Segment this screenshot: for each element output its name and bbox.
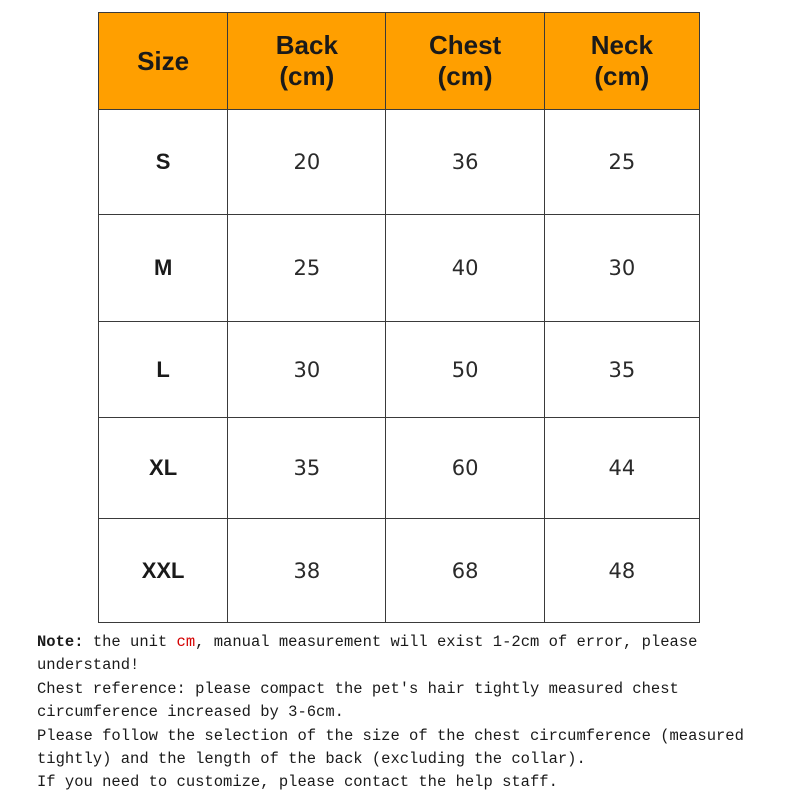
header-size-label: Size xyxy=(137,45,190,76)
back-cell: 30 xyxy=(228,322,386,418)
neck-cell: 35 xyxy=(544,322,699,418)
header-chest-label: Chest xyxy=(428,30,502,60)
table-row xyxy=(99,110,700,215)
follow-selection-text: Please follow the selection of the size of the chest circumference (measured tightly) and the length of the back (excluding the collar). xyxy=(37,726,744,769)
header-neck-label: Neck xyxy=(590,30,653,60)
table-row xyxy=(99,215,700,322)
note-paragraph xyxy=(37,631,792,678)
neck-cell: 25 xyxy=(544,110,699,215)
table-row xyxy=(99,519,700,623)
customize-text: If you need to customize, please contact the help staff. xyxy=(37,773,558,792)
neck-cell: 48 xyxy=(544,519,699,623)
header-chest xyxy=(386,13,544,110)
header-size xyxy=(99,13,228,110)
size-cell: XL xyxy=(99,418,228,519)
size-chart-table xyxy=(98,12,700,623)
note-text-pre: the unit xyxy=(83,633,177,651)
table-row xyxy=(99,322,700,418)
chest-cell: 36 xyxy=(386,110,544,215)
note-label: Note: xyxy=(37,633,84,651)
size-cell: S xyxy=(99,110,228,215)
chest-cell: 60 xyxy=(386,418,544,519)
back-cell: 20 xyxy=(228,110,386,215)
neck-cell: 30 xyxy=(544,215,699,322)
back-cell: 35 xyxy=(228,418,386,519)
back-cell: 25 xyxy=(228,215,386,322)
header-neck-unit: (cm) xyxy=(594,61,650,91)
chest-reference-text: Chest reference: please compact the pet's hair tightly measured chest circumference increased by 3-6cm. xyxy=(37,679,679,722)
size-cell: XXL xyxy=(99,519,228,623)
header-back-label: Back xyxy=(275,30,338,60)
size-cell: L xyxy=(99,322,228,418)
note-text-post: , manual measurement will exist 1-2cm of error, please understand! xyxy=(37,633,698,675)
chest-cell: 50 xyxy=(386,322,544,418)
chest-cell: 68 xyxy=(386,519,544,623)
neck-cell: 44 xyxy=(544,418,699,519)
back-cell: 38 xyxy=(228,519,386,623)
measurement-notes xyxy=(37,631,792,795)
header-back-unit: (cm) xyxy=(279,61,335,91)
table-row xyxy=(99,418,700,519)
header-back xyxy=(228,13,386,110)
size-cell: M xyxy=(99,215,228,322)
chest-cell: 40 xyxy=(386,215,544,322)
header-neck xyxy=(544,13,699,110)
table-header-row xyxy=(99,13,700,110)
note-unit: cm xyxy=(176,633,196,651)
header-chest-unit: (cm) xyxy=(437,61,493,91)
